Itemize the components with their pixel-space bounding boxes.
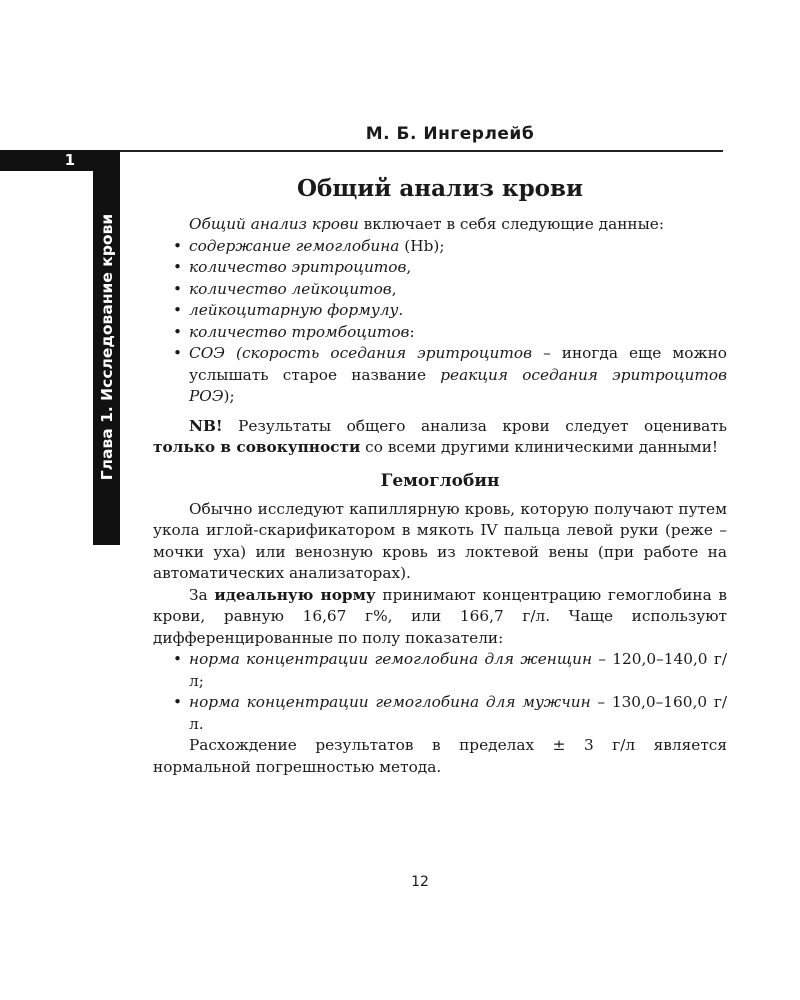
list-item-soe: [189, 343, 727, 408]
soe-text-end: );: [223, 387, 235, 405]
para2-text-end: принимают концентрацию гемоглобина в крови, равную 16,67 г%, или 166,7 г/л. Чаще используют дифференцированные по полу показатели:: [153, 585, 728, 647]
nb-note: [153, 416, 727, 459]
norm-italic: норма концентрации гемоглобина для женщин: [189, 650, 593, 668]
list-item: [189, 257, 727, 279]
intro-paragraph: [153, 214, 727, 236]
intro-italic: Общий анализ крови: [189, 215, 359, 233]
list-item-italic: количество эритроцитов: [189, 258, 407, 276]
list-item: [189, 279, 727, 301]
list-item-text: .: [398, 301, 404, 319]
list-item: [189, 236, 727, 258]
nb-text: Результаты общего анализа крови следует оценивать: [222, 416, 727, 435]
hemoglobin-paragraph-3: Расхождение результатов в пределах ± 3 г/л является нормальной погрешностью метода.: [153, 736, 727, 776]
list-item: [189, 649, 727, 692]
norm-value: – 120,0–140,0 г/л;: [189, 650, 727, 690]
para2-emphasis: идеальную норму: [214, 585, 376, 604]
chapter-side-label: Глава 1. Исследование крови: [98, 213, 116, 481]
intro-text: включает в себя следующие данные:: [358, 215, 664, 233]
list-item: [189, 692, 727, 735]
list-item: [189, 322, 727, 344]
hemoglobin-paragraph-1: Обычно исследуют капиллярную кровь, которую получают путем укола иглой-скарификатором в мякоть IV пальца левой руки (реже – мочки уха) или венозную кровь из локтевой вены (при работе на автоматических анализаторах).: [153, 499, 727, 582]
running-header-author: М. Б. Ингерлейб: [365, 124, 535, 144]
list-item-text: :: [409, 322, 415, 341]
subsection-title: Гемоглобин: [380, 470, 500, 491]
hemoglobin-norms-list: [153, 649, 727, 735]
list-item-italic: содержание гемоглобина: [189, 236, 400, 255]
soe-italic: СОЭ (скорость оседания эритроцитов: [189, 344, 532, 362]
blood-parameters-list: [153, 236, 727, 408]
list-item-text: (Hb);: [399, 236, 445, 255]
list-item: [189, 300, 727, 322]
section-title: Общий анализ крови: [296, 175, 584, 202]
norm-value: – 130,0–160,0 г/л.: [189, 693, 727, 733]
nb-emphasis: только в совокупности: [153, 438, 361, 456]
nb-text-end: со всеми другими клиническими данными!: [360, 438, 719, 456]
soe-italic-old-name: реакция оседания эритроцитов РОЭ: [189, 365, 727, 405]
nb-label: NB!: [189, 416, 223, 435]
soe-text: – иногда еще можно услышать старое название: [189, 344, 727, 384]
chapter-number: 1: [64, 151, 75, 169]
list-item-text: ,: [391, 279, 397, 298]
hemoglobin-paragraph-2: [153, 585, 727, 650]
list-item-italic: количество тромбоцитов: [189, 322, 410, 341]
header-divider: [93, 150, 723, 152]
list-item-text: ,: [406, 258, 412, 276]
norm-italic: норма концентрации гемоглобина для мужчин: [189, 693, 591, 711]
page-number: 12: [411, 874, 429, 890]
list-item-italic: лейкоцитарную формулу: [189, 301, 399, 319]
para2-text: За: [189, 585, 215, 604]
page-body: [153, 168, 727, 778]
list-item-italic: количество лейкоцитов: [189, 279, 392, 298]
